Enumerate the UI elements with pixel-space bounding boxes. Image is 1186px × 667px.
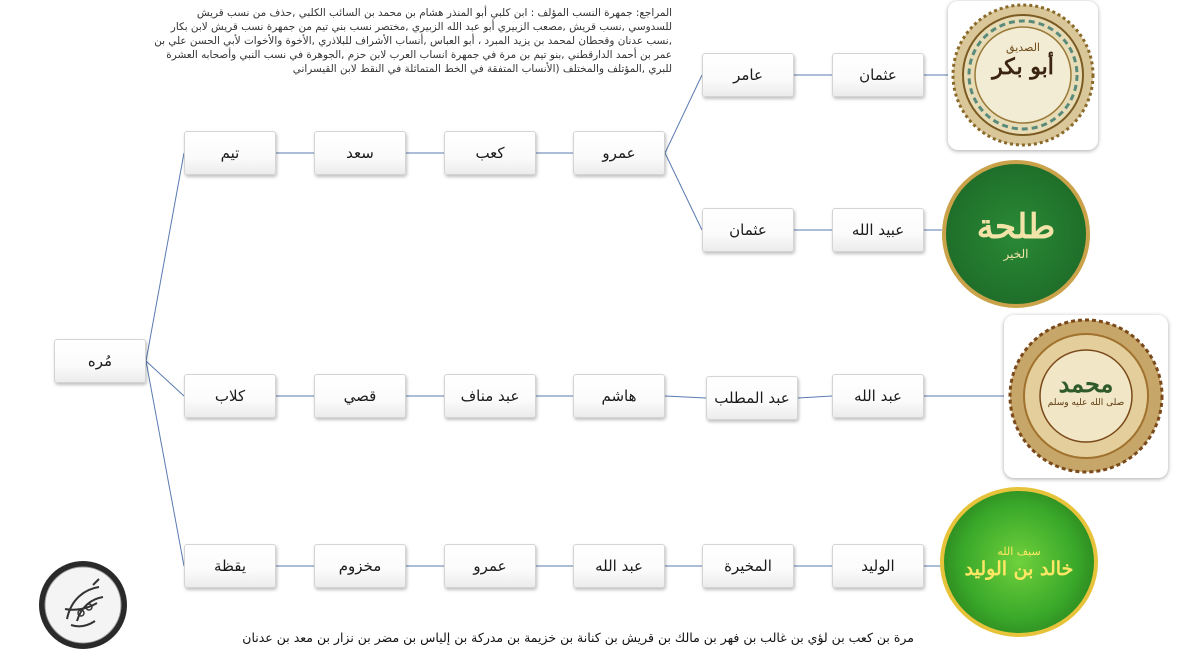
node-mughira: المخيرة — [702, 544, 794, 588]
node-saad: سعد — [314, 131, 406, 175]
khalid-emblem — [940, 487, 1098, 637]
lineage-text: مرة بن كعب بن لؤي بن غالب بن فهر بن مالك بن قريش بن كنانة بن خزيمة بن مدركة بن إلياس بن مضر بن نزار بن معد بن عدنان — [242, 630, 914, 645]
talha-emblem — [942, 160, 1090, 308]
node-abdullah-yaqaza: عبد الله — [573, 544, 665, 588]
muhammad-emblem-frame — [1004, 315, 1168, 478]
node-kilab: كلاب — [184, 374, 276, 418]
calligraphy-logo — [37, 559, 129, 651]
node-qusay: قصي — [314, 374, 406, 418]
muhammad-emblem-sub: صلى الله عليه وسلم — [1047, 398, 1125, 408]
connector-root-taym — [146, 153, 184, 361]
khalid-emblem-name: خالد بن الوليد — [964, 557, 1074, 580]
node-abd-manaf: عبد مناف — [444, 374, 536, 418]
khalid-emblem-sub: سيف الله — [997, 544, 1041, 558]
node-abd-al-muttalib: عبد المطلب — [706, 376, 798, 420]
node-ubaydullah: عبيد الله — [832, 208, 924, 252]
node-walid: الوليد — [832, 544, 924, 588]
talha-emblem-name: طلحة — [976, 207, 1056, 247]
node-makhzum: مخزوم — [314, 544, 406, 588]
talha-emblem-sub: الخير — [1003, 247, 1029, 261]
node-abdullah-kilab: عبد الله — [832, 374, 924, 418]
node-hashim: هاشم — [573, 374, 665, 418]
calligraphy-logo-art — [37, 559, 129, 651]
references-paragraph: المراجع: جمهرة النسب المؤلف : ابن كلبي أبو المنذر هشام بن محمد بن السائب الكلبي ,حذف من نسب قريش للسدوسي ,نسب قريش ,مصعب الزبيري أبو عبد الله الزبيري ,مختصر نسب بني تيم من جمهرة نسب قريش لابن بكار ,نسب عدنان وقحطان لمحمد بن يزيد المبرد ، أبو العباس ,أنساب الأشراف للبلاذري ,الأخوة والأخوات لأبي الحسن علي بن عمر بن أحمد الدارقطني ,بنو تيم بن مرة في جمهرة انساب العرب لابن حزم ,الجوهرة في نسب النبي وأصحابه العشرة للبري ,المؤتلف والمختلف (الأنساب المتفقة في الخط المتماثلة في النقط لابن القيسراني — [154, 7, 672, 75]
node-amir: عامر — [702, 53, 794, 97]
node-amr: عمرو — [573, 131, 665, 175]
node-yaqaza: يقظة — [184, 544, 276, 588]
abubakr-emblem-frame — [948, 1, 1098, 150]
muhammad-emblem-name: محمد — [1058, 369, 1114, 398]
node-uthman-upper: عثمان — [832, 53, 924, 97]
abubakr-emblem-sub: الصديق — [1006, 41, 1040, 54]
node-taym: تيم — [184, 131, 276, 175]
connector-root-yaqaza — [146, 361, 184, 566]
node-murrah: مُره — [54, 339, 146, 383]
node-amr-yaqaza: عمرو — [444, 544, 536, 588]
node-uthman-lower: عثمان — [702, 208, 794, 252]
abubakr-emblem-name: أبو بكر — [992, 54, 1054, 80]
node-kaab: كعب — [444, 131, 536, 175]
